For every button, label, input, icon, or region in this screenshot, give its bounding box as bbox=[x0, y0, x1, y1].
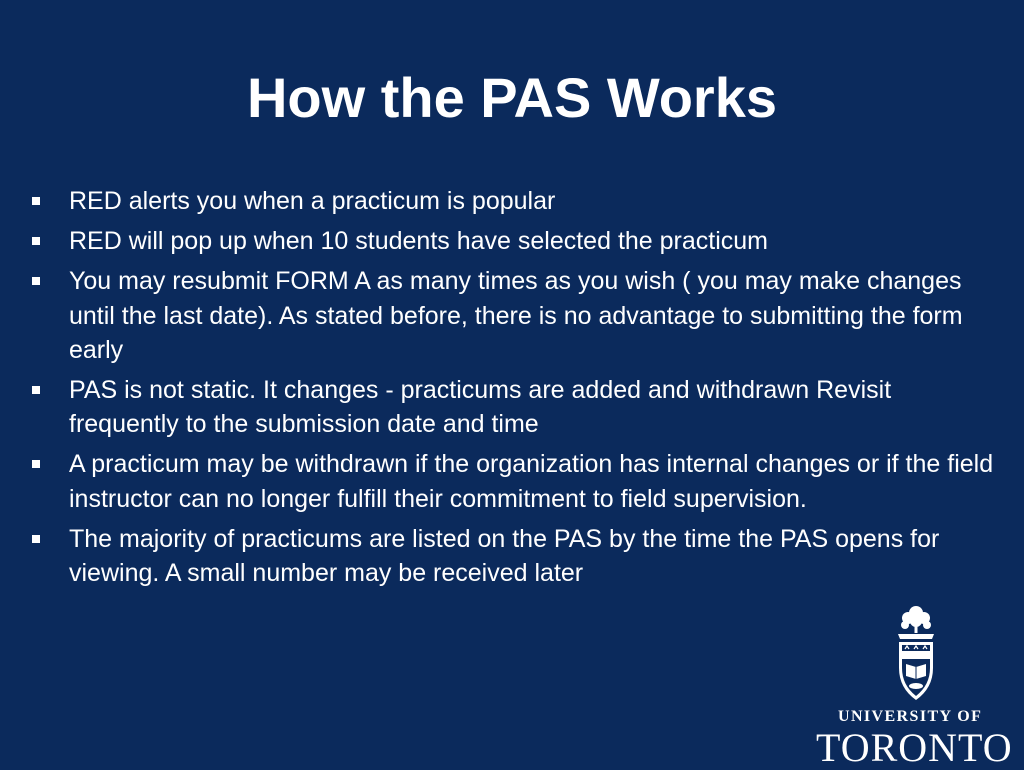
bullet-text: RED will pop up when 10 students have selected the practicum bbox=[69, 227, 768, 256]
square-bullet-icon bbox=[32, 535, 40, 543]
bullet-text: RED alerts you when a practicum is popular bbox=[69, 187, 556, 215]
square-bullet-icon bbox=[32, 237, 40, 245]
university-logo bbox=[812, 604, 1012, 768]
square-bullet-icon bbox=[32, 277, 40, 285]
logo-text-university-of: UNIVERSITY OF bbox=[838, 708, 983, 725]
logo-text-toronto: TORONTO bbox=[816, 725, 1013, 770]
slide-title: How the PAS Works bbox=[246, 66, 777, 129]
square-bullet-icon bbox=[32, 197, 40, 205]
bullet-text: The majority of practicums are listed on the PAS by the time the PAS opens for viewing. A small number may be received later bbox=[69, 524, 940, 588]
list-item bbox=[28, 447, 1003, 515]
list-item bbox=[28, 224, 1003, 258]
list-item bbox=[28, 264, 1003, 367]
bullet-text: PAS is not static. It changes - practicums are added and withdrawn Revisit frequently to the submission date and time bbox=[69, 376, 892, 439]
bullet-text: A practicum may be withdrawn if the organization has internal changes or if the field instructor can no longer fulfill their commitment to field supervision. bbox=[69, 450, 994, 513]
square-bullet-icon bbox=[32, 460, 40, 468]
university-crest-icon bbox=[894, 604, 938, 704]
bullet-text: You may resubmit FORM A as many times as you wish ( you may make changes until the last date). As stated before, there is no advantage to submitting the form early bbox=[69, 267, 963, 364]
list-item bbox=[28, 522, 1003, 590]
bullet-list bbox=[28, 184, 1003, 596]
list-item bbox=[28, 373, 1003, 441]
list-item bbox=[28, 184, 1003, 218]
square-bullet-icon bbox=[32, 386, 40, 394]
